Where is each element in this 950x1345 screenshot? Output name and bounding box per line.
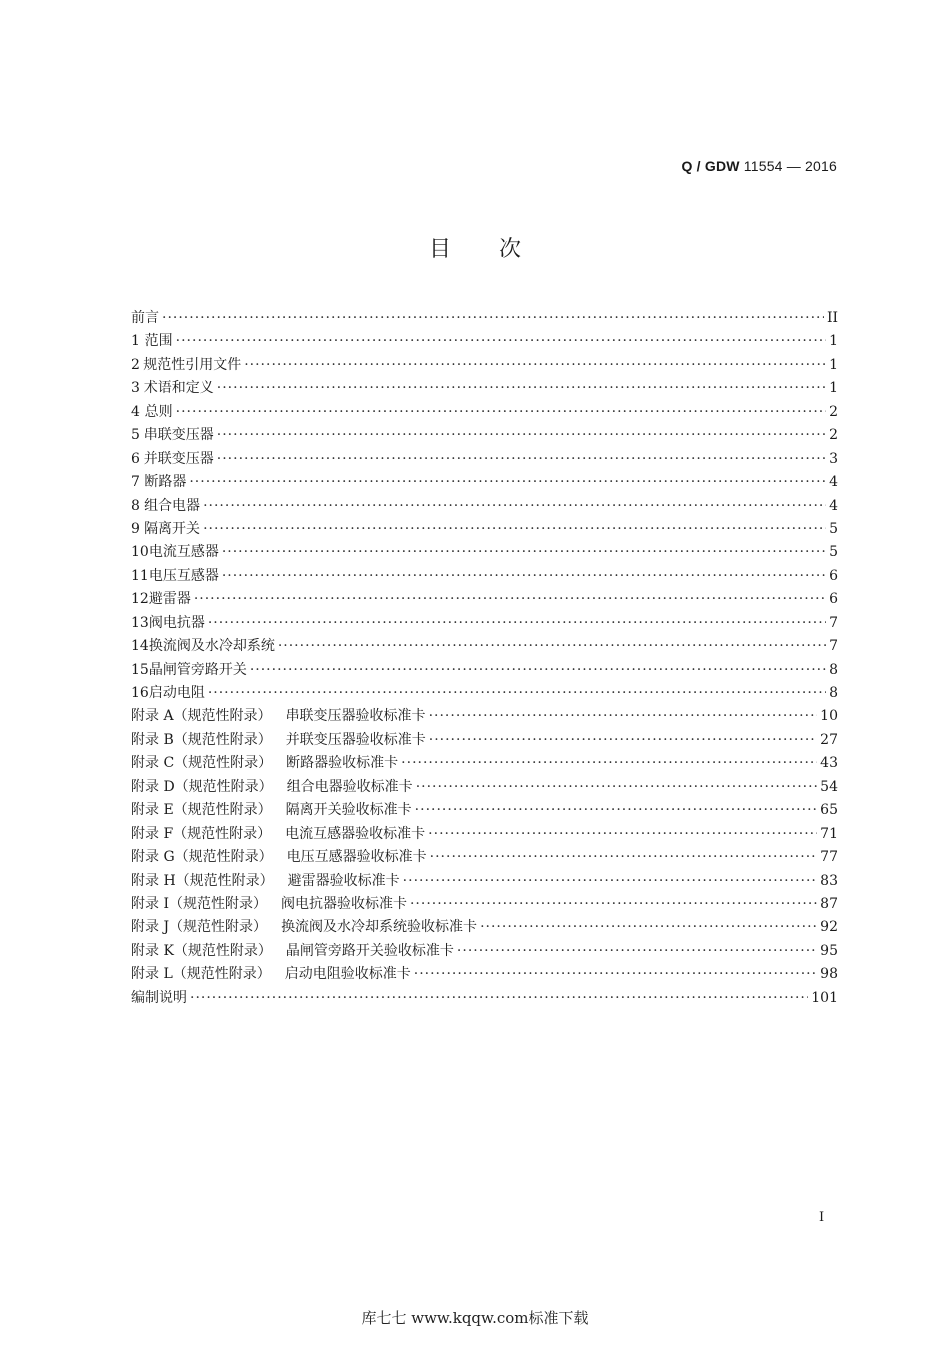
toc-entry-label: 串联变压器 — [143, 427, 214, 444]
toc-entry-label: 总则 — [144, 403, 173, 420]
toc-entry-number: 4 — [131, 403, 140, 420]
dot-leader — [190, 987, 808, 1010]
standard-number: 11554 — 2016 — [743, 158, 837, 174]
toc-entry-number: 5 — [131, 427, 140, 444]
toc-entry-number: 16 — [131, 685, 149, 701]
toc-entry-page: 1 — [829, 356, 838, 373]
toc-entry-label: 前言 — [131, 310, 159, 326]
toc-entry-number: 8 — [131, 497, 140, 514]
table-of-contents — [131, 307, 838, 1010]
toc-entry-number: 附录 A（规范性附录） — [131, 708, 272, 725]
toc-entry-page: 87 — [820, 895, 838, 912]
toc-entry-label: 组合电器 — [144, 497, 201, 514]
toc-entry-number: 12 — [131, 591, 149, 608]
toc-entry[interactable] — [131, 823, 838, 846]
toc-entry[interactable] — [131, 635, 838, 658]
toc-entry-number: 10 — [131, 544, 149, 561]
toc-entry-page: 1 — [829, 380, 838, 397]
toc-entry-label: 避雷器 — [148, 591, 191, 608]
dot-leader — [217, 448, 826, 471]
toc-entry[interactable] — [131, 940, 838, 963]
toc-entry-label: 避雷器验收标准卡 — [287, 872, 400, 889]
toc-entry-page: 8 — [829, 685, 838, 701]
toc-entry[interactable] — [131, 705, 838, 728]
toc-entry-page: 54 — [820, 778, 838, 795]
toc-entry[interactable] — [131, 518, 838, 541]
dot-leader — [430, 846, 818, 869]
toc-entry[interactable] — [131, 495, 838, 518]
toc-entry-page: 2 — [829, 403, 838, 420]
toc-entry[interactable] — [131, 307, 838, 330]
dot-leader — [162, 307, 824, 330]
toc-entry-number: 2 — [131, 356, 140, 373]
dot-leader — [429, 705, 818, 728]
toc-entry-page: 101 — [811, 989, 838, 1006]
toc-entry-label: 隔离开关验收标准卡 — [285, 802, 412, 819]
toc-entry[interactable] — [131, 354, 838, 377]
toc-entry-label: 晶闸管旁路开关 — [148, 661, 247, 678]
toc-entry[interactable] — [131, 682, 838, 705]
dot-leader — [250, 659, 826, 682]
dot-leader — [217, 377, 826, 400]
toc-entry-page: 4 — [829, 474, 838, 491]
toc-entry-page: 95 — [820, 942, 838, 959]
toc-entry[interactable] — [131, 963, 838, 986]
dot-leader — [208, 612, 826, 635]
toc-entry-page: 8 — [829, 661, 838, 678]
page-title: 目次 — [428, 237, 569, 262]
toc-entry-label: 启动电阻验收标准卡 — [284, 966, 411, 983]
toc-entry-page: 71 — [820, 825, 838, 842]
toc-entry-page: 1 — [829, 333, 838, 350]
toc-entry-label: 组合电器验收标准卡 — [286, 778, 413, 795]
toc-entry-page: 6 — [829, 591, 838, 608]
toc-entry-label: 隔离开关 — [144, 520, 201, 537]
dot-leader — [208, 682, 826, 705]
toc-entry[interactable] — [131, 401, 838, 424]
dot-leader — [176, 330, 826, 353]
toc-entry[interactable] — [131, 799, 838, 822]
toc-entry-page: 5 — [829, 520, 838, 537]
toc-entry-label: 断路器验收标准卡 — [286, 755, 399, 772]
toc-entry[interactable] — [131, 541, 838, 564]
toc-entry[interactable] — [131, 424, 838, 447]
toc-entry-number: 附录 J（规范性附录） — [131, 919, 268, 936]
dot-leader — [403, 870, 818, 893]
toc-entry-page: 92 — [820, 919, 838, 936]
toc-entry[interactable] — [131, 471, 838, 494]
toc-entry-page: 65 — [820, 802, 838, 819]
toc-entry-label: 电流互感器验收标准卡 — [285, 825, 426, 842]
toc-entry-label: 电压互感器验收标准卡 — [286, 849, 427, 866]
toc-entry[interactable] — [131, 448, 838, 471]
dot-leader — [217, 424, 826, 447]
toc-entry-number: 附录 D（规范性附录） — [131, 778, 273, 795]
dot-leader — [189, 471, 826, 494]
dot-leader — [480, 916, 817, 939]
toc-entry-number: 附录 I（规范性附录） — [131, 895, 267, 912]
toc-entry-page: II — [826, 310, 838, 326]
toc-entry-label: 换流阀及水冷却系统验收标准卡 — [281, 919, 478, 936]
toc-entry-label: 并联变压器 — [143, 450, 214, 467]
toc-entry-number: 7 — [131, 474, 140, 491]
dot-leader — [410, 893, 817, 916]
toc-entry-label: 编制说明 — [131, 989, 187, 1006]
toc-entry-label: 启动电阻 — [148, 685, 205, 701]
toc-entry-number: 附录 H（规范性附录） — [131, 872, 274, 889]
toc-entry[interactable] — [131, 588, 838, 611]
toc-entry-label: 阀电抗器 — [148, 614, 205, 631]
toc-entry[interactable] — [131, 565, 838, 588]
toc-entry[interactable] — [131, 330, 838, 353]
footer-watermark: 库七七 www.kqqw.com标准下载 — [361, 1309, 589, 1327]
standard-prefix: Q / GDW — [681, 158, 740, 174]
toc-entry-number: 附录 K（规范性附录） — [131, 942, 272, 959]
dot-leader — [428, 823, 817, 846]
toc-entry-label: 串联变压器验收标准卡 — [285, 708, 426, 725]
dot-leader — [457, 940, 817, 963]
toc-entry-number: 附录 B（规范性附录） — [131, 731, 272, 748]
toc-entry[interactable] — [131, 776, 838, 799]
toc-entry-label: 阀电抗器验收标准卡 — [280, 895, 407, 912]
toc-entry[interactable] — [131, 729, 838, 752]
toc-entry-page: 98 — [820, 966, 838, 983]
dot-leader — [176, 401, 826, 424]
toc-entry-page: 43 — [820, 755, 838, 772]
dot-leader — [203, 518, 826, 541]
standard-code-header — [682, 158, 838, 174]
toc-entry-number: 附录 G（规范性附录） — [131, 849, 273, 866]
toc-entry[interactable] — [131, 916, 838, 939]
toc-entry-number: 9 — [131, 520, 140, 537]
toc-entry-number: 1 — [131, 333, 140, 350]
toc-entry[interactable] — [131, 870, 838, 893]
toc-entry-number: 3 — [131, 380, 140, 397]
toc-entry-number: 附录 L（规范性附录） — [131, 966, 271, 983]
toc-entry-page: 2 — [829, 427, 838, 444]
toc-entry-label: 换流阀及水冷却系统 — [148, 638, 275, 655]
toc-entry-page: 27 — [820, 731, 838, 748]
toc-entry-number: 14 — [131, 638, 149, 655]
toc-entry-number: 附录 E（规范性附录） — [131, 802, 272, 819]
toc-entry-page: 4 — [829, 497, 838, 514]
toc-entry-number: 附录 C（规范性附录） — [131, 755, 273, 772]
dot-leader — [222, 565, 826, 588]
toc-entry[interactable] — [131, 987, 838, 1010]
toc-entry[interactable] — [131, 752, 838, 775]
toc-entry-number: 15 — [131, 661, 149, 678]
toc-entry[interactable] — [131, 893, 838, 916]
toc-entry-label: 电流互感器 — [148, 544, 219, 561]
toc-entry-page: 5 — [829, 544, 838, 561]
toc-entry-page: 7 — [829, 614, 838, 631]
dot-leader — [222, 541, 826, 564]
toc-entry-page: 77 — [820, 849, 838, 866]
toc-entry-number: 附录 F（规范性附录） — [131, 825, 272, 842]
toc-entry-label: 范围 — [144, 333, 173, 350]
toc-entry[interactable] — [131, 846, 838, 869]
toc-entry-number: 13 — [131, 614, 149, 631]
page-number: I — [819, 1210, 825, 1225]
toc-entry-label: 规范性引用文件 — [143, 356, 242, 373]
toc-entry-page: 10 — [820, 708, 838, 725]
dot-leader — [203, 495, 826, 518]
dot-leader — [194, 588, 826, 611]
toc-entry-label: 并联变压器验收标准卡 — [285, 731, 426, 748]
dot-leader — [401, 752, 817, 775]
toc-entry-label: 术语和定义 — [143, 380, 214, 397]
toc-entry-label: 电压互感器 — [148, 567, 219, 584]
dot-leader — [278, 635, 826, 658]
toc-entry-page: 6 — [829, 567, 838, 584]
toc-entry-number: 6 — [131, 450, 140, 467]
toc-entry[interactable] — [131, 612, 838, 635]
toc-entry[interactable] — [131, 659, 838, 682]
toc-entry-number: 11 — [131, 567, 149, 584]
toc-entry-page: 7 — [829, 638, 838, 655]
toc-entry-page: 3 — [829, 450, 838, 467]
dot-leader — [429, 729, 817, 752]
toc-entry[interactable] — [131, 377, 838, 400]
dot-leader — [415, 799, 818, 822]
toc-entry-label: 晶闸管旁路开关验收标准卡 — [285, 942, 454, 959]
dot-leader — [244, 354, 826, 377]
toc-entry-label: 断路器 — [144, 474, 187, 491]
toc-entry-page: 83 — [820, 872, 838, 889]
dot-leader — [414, 963, 817, 986]
dot-leader — [416, 776, 817, 799]
